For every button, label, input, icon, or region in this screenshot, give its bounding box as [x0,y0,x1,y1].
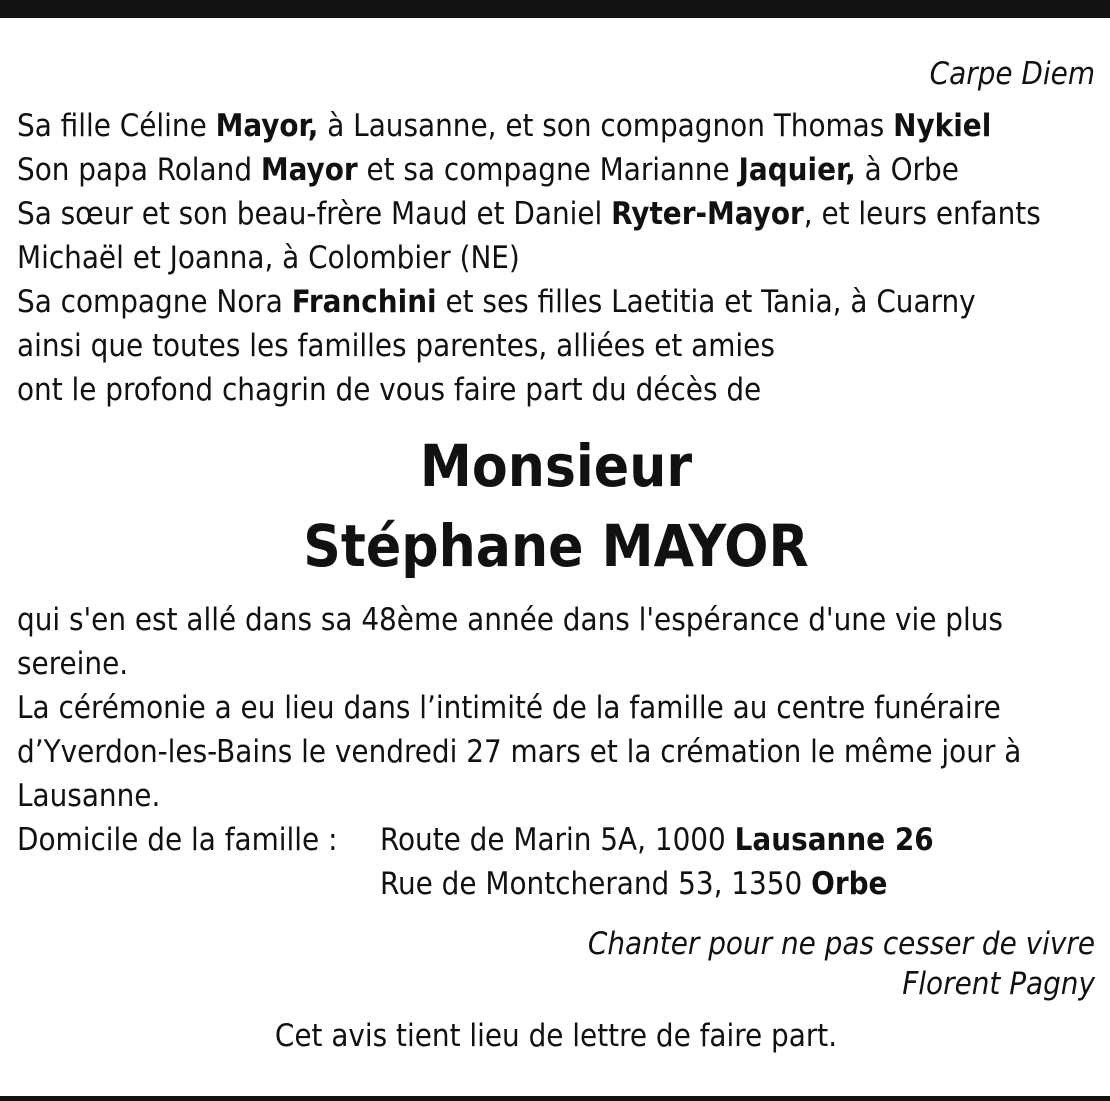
surname: Ryter-Mayor [611,196,804,232]
details-line: Lausanne. [17,778,161,814]
family-line [17,148,1095,192]
text-segment: à Lausanne, et son compagnon Thomas [318,108,894,144]
details-line: La cérémonie a eu lieu dans l’intimité de la famille au centre funéraire [17,690,1001,726]
family-line [17,192,1095,236]
details-line: sereine. [17,646,129,682]
quote-text: Chanter pour ne pas cesser de vivre [587,926,1095,962]
text-segment: , et leurs enfants [803,196,1041,232]
text-segment: à Orbe [855,152,959,188]
domicile-row [17,818,1095,862]
quote-author: Florent Pagny [902,966,1095,1002]
quote [17,924,1095,1004]
obituary-notice [17,52,1095,1058]
domicile-label-spacer [17,862,380,906]
address-city: Orbe [811,866,888,902]
address-city: Lausanne 26 [734,822,934,858]
domicile-row [17,862,1095,906]
text-segment: Son papa Roland [17,152,261,188]
domicile-label: Domicile de la famille : [17,822,338,858]
ceremony-details [17,598,1095,906]
surname: Nykiel [893,108,992,144]
text-segment: ont le profond chagrin de vous faire part du décès de [17,372,762,408]
family-line [17,280,1095,324]
deceased-name: Stéphane MAYOR [303,512,809,580]
family-line [17,368,1095,412]
surname: Franchini [291,284,437,320]
text-segment: Sa compagne Nora [17,284,292,320]
address-text: Route de Marin 5A, 1000 [380,822,735,858]
text-segment: ainsi que toutes les familles parentes, alliées et amies [17,328,775,364]
family-line [17,104,1095,148]
surname: Mayor, [215,108,319,144]
closing-note: Cet avis tient lieu de lettre de faire part. [274,1018,838,1054]
family-line [17,236,1095,280]
top-rule [0,0,1110,18]
text-segment: Michaël et Joanna, à Colombier (NE) [17,240,520,276]
details-line: qui s'en est allé dans sa 48ème année dans l'espérance d'une vie plus [17,602,1003,638]
address-text: Rue de Montcherand 53, 1350 [380,866,812,902]
deceased-title: Monsieur [419,432,693,500]
text-segment: et ses filles Laetitia et Tania, à Cuarny [436,284,976,320]
family-line [17,324,1095,368]
text-segment: et sa compagne Marianne [357,152,739,188]
deceased-announcement [17,426,1095,586]
domicile-address-2 [380,862,887,906]
text-segment: Sa sœur et son beau-frère Maud et Daniel [17,196,612,232]
family-list [17,104,1095,412]
bottom-rule [0,1096,1110,1101]
surname: Jaquier, [738,152,856,188]
details-line: d’Yverdon-les-Bains le vendredi 27 mars et la crémation le même jour à [17,734,1022,770]
text-segment: Sa fille Céline [17,108,216,144]
domicile-address-1 [380,818,934,862]
motto: Carpe Diem [929,56,1095,92]
surname: Mayor [260,152,358,188]
